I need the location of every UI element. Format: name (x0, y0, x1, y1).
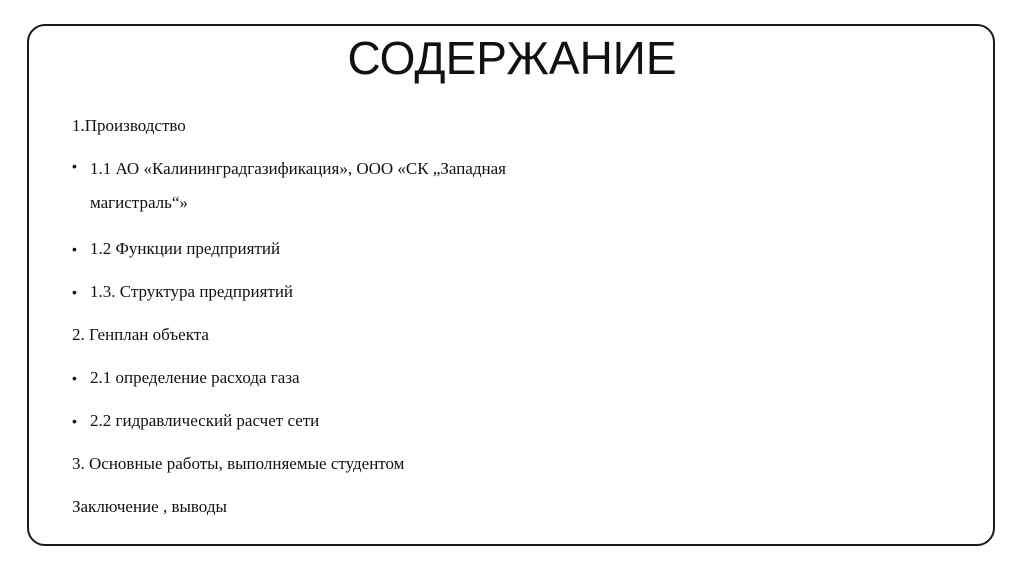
toc-item-gas-flow (72, 364, 632, 392)
bullet-icon: • (72, 241, 77, 257)
toc-item-label: 2.2 гидравлический расчет сети (90, 411, 320, 430)
toc-item-label: Заключение , выводы (72, 497, 227, 516)
toc-item-label: 1.1 АО «Калининградгазификация», ООО «СК „Западная магистраль“» (90, 159, 506, 212)
page-title: СОДЕРЖАНИЕ (347, 32, 677, 84)
toc-item-label: 1.2 Функции предприятий (90, 239, 281, 258)
bullet-icon: • (72, 284, 77, 300)
toc-item-label: 3. Основные работы, выполняемые студентом (72, 454, 405, 473)
bullet-icon: • (72, 370, 77, 386)
toc-item-production (72, 112, 632, 140)
toc-item-hydraulic (72, 407, 632, 435)
toc-item-label: 2. Генплан объекта (72, 325, 209, 344)
toc-item-label: 2.1 определение расхода газа (90, 368, 300, 387)
toc-item-main-work (72, 450, 632, 478)
toc-item-label: 1.Производство (72, 116, 186, 135)
toc-item-conclusion (72, 493, 632, 521)
toc-item-companies (72, 152, 632, 220)
toc-item-site-plan (72, 321, 632, 349)
table-of-contents (72, 112, 632, 536)
toc-item-functions (72, 235, 632, 263)
toc-item-label: 1.3. Структура предприятий (90, 282, 294, 301)
bullet-icon: • (72, 413, 77, 429)
toc-item-structure (72, 278, 632, 306)
bullet-icon: • (72, 158, 77, 174)
